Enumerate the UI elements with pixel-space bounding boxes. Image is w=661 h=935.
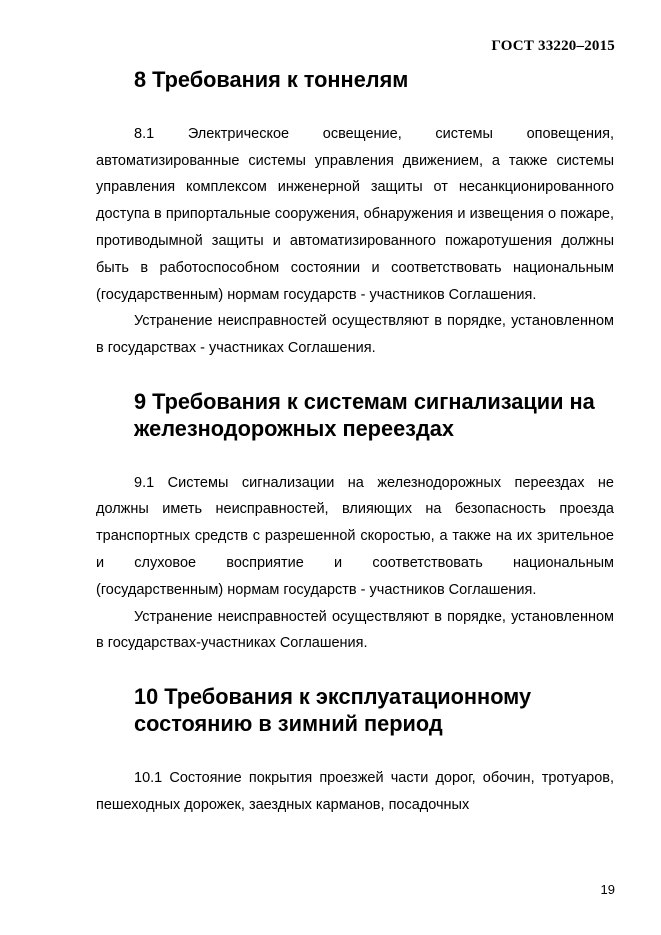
paragraph-8-remedy: Устранение неисправностей осуществляют в порядке, установленном в государствах - участниках Соглашения. — [96, 313, 614, 357]
paragraph-10-1: 10.1 Состояние покрытия проезжей части дорог, обочин, тротуаров, пешеходных дорожек, заездных карманов, посадочных — [96, 769, 614, 813]
document-body — [96, 67, 614, 818]
section-heading-10: 10 Требования к эксплуатационному состоянию в зимний период — [134, 684, 532, 736]
section-heading-8: 8 Требования к тоннелям — [134, 67, 409, 92]
paragraph-9-remedy: Устранение неисправностей осуществляют в порядке, установленном в государствах-участниках Соглашения. — [96, 608, 614, 652]
standard-code: ГОСТ 33220–2015 — [491, 38, 615, 54]
section-heading-9: 9 Требования к системам сигнализации на железнодорожных переездах — [134, 388, 595, 441]
page-number: 19 — [600, 882, 615, 897]
paragraph-8-1: 8.1 Электрическое освещение, системы оповещения, автоматизированные системы управления движением, а также системы управления комплексом инженерной защиты от несанкционированного доступа в припортальные сооружения, обнаружения и извещения о пожаре, противодымной защиты и автоматизированного пожаротушения должны быть в работоспособном состоянии и соответствовать национальным (государственным) нормам государств - участников Соглашения. — [96, 125, 614, 303]
paragraph-9-1: 9.1 Системы сигнализации на железнодорожных переездах не должны иметь неисправностей, влияющих на безопасность проезда транспортных средств с разрешенной скоростью, а также на их зрительное и слуховое восприятие и соответствовать национальным (государственным) нормам государств - участников Соглашения. — [96, 474, 614, 598]
